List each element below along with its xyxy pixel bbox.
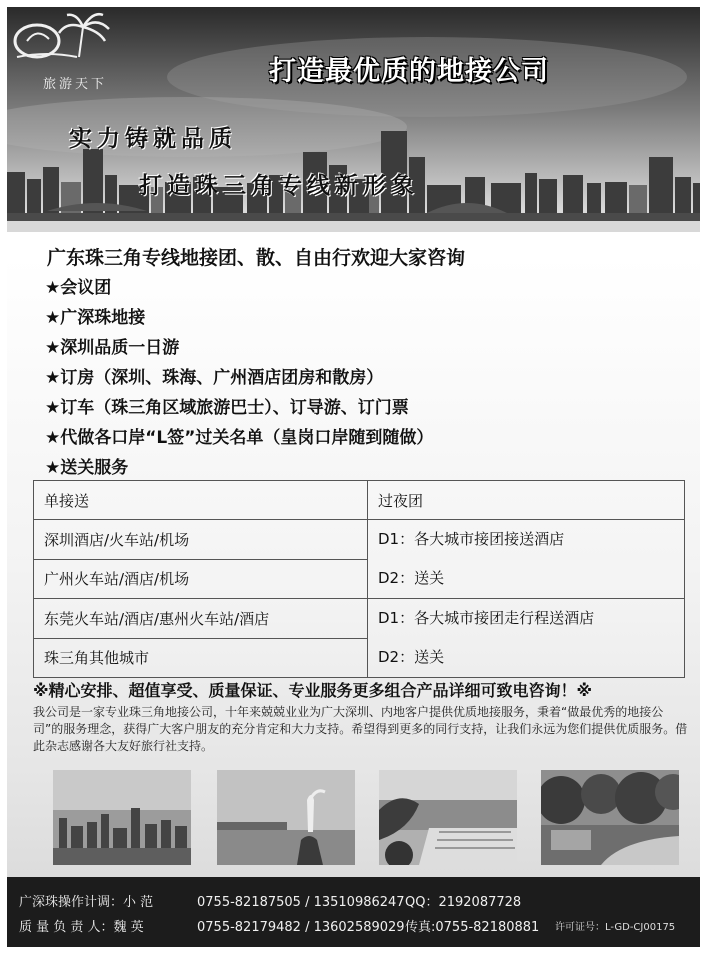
table-cell: 珠三角其他城市 <box>34 638 368 678</box>
fax-number: 传真:0755-82180881 <box>405 920 540 935</box>
contact-footer <box>7 877 700 947</box>
photo-coast <box>379 770 517 865</box>
overnight-group-2 <box>368 599 685 678</box>
logo-text: 旅游天下 <box>43 77 108 92</box>
slogan-image: 打造珠三角专线新形象 <box>139 173 419 199</box>
service-item: ★送关服务 <box>45 458 129 478</box>
headline: 打造最优质的地接公司 <box>269 56 549 87</box>
service-item: ★广深珠地接 <box>45 308 146 328</box>
banner <box>7 7 700 232</box>
operator-label: 广深珠操作计调：小 范 <box>19 895 154 910</box>
table-row <box>34 520 685 560</box>
transfer-table <box>33 480 685 678</box>
table-cell: D1：各大城市接团走行程送酒店 <box>378 609 595 627</box>
photo-statue <box>217 770 355 865</box>
photo-park <box>541 770 679 865</box>
table-cell: D2：送关 <box>378 648 445 666</box>
operator-phone: 0755-82187505 / 13510986247 <box>197 895 405 910</box>
quality-phone: 0755-82179482 / 13602589029 <box>197 920 405 935</box>
company-paragraph: 我公司是一家专业珠三角地接公司，十年来兢兢业业为广大深圳、内地客户提供优质地接服务，秉着“做最优秀的地接公司”的服务理念，获得广大客户朋友的充分肯定和大力支持。希望得到更多的同行支持，让我们永远为您们提供优质服务。借此杂志感谢各大友好旅行社支持。 <box>33 705 688 753</box>
license-number: 许可证号：L-GD-CJ00175 <box>555 922 676 933</box>
table-cell: 深圳酒店/火车站/机场 <box>34 520 368 560</box>
service-item: ★深圳品质一日游 <box>45 338 180 358</box>
table-row <box>34 599 685 639</box>
service-item: ★代做各口岸“L签”过关名单（皇岗口岸随到随做） <box>45 428 434 448</box>
contact-row-operator <box>19 891 521 910</box>
service-note: ※精心安排、超值享受、质量保证、专业服务更多组合产品详细可致电咨询！※ <box>33 681 593 700</box>
service-item: ★会议团 <box>45 278 112 298</box>
operator-qq: QQ：2192087728 <box>405 895 522 910</box>
slogan-quality: 实力铸就品质 <box>69 126 237 152</box>
table-header-overnight: 过夜团 <box>368 481 685 520</box>
table-cell: 广州火车站/酒店/机场 <box>34 559 368 599</box>
photo-city-waterfront <box>53 770 191 865</box>
advert-page <box>7 7 700 947</box>
table-cell: D1：各大城市接团接送酒店 <box>378 530 565 548</box>
contact-row-quality <box>19 916 539 935</box>
table-header-pickup: 单接送 <box>34 481 368 520</box>
intro-heading: 广东珠三角专线地接团、散、自由行欢迎大家咨询 <box>47 247 466 269</box>
overnight-group-1 <box>368 520 685 599</box>
table-cell: 东莞火车站/酒店/惠州火车站/酒店 <box>34 599 368 639</box>
palm-logo-icon <box>7 7 117 77</box>
service-item: ★订车（珠三角区域旅游巴士）、订导游、订门票 <box>45 398 409 418</box>
quality-label: 质 量 负 责 人：魏 英 <box>19 920 144 935</box>
service-list <box>45 273 433 483</box>
table-row <box>34 481 685 520</box>
table-cell: D2：送关 <box>378 569 445 587</box>
service-item: ★订房（深圳、珠海、广州酒店团房和散房） <box>45 368 384 388</box>
